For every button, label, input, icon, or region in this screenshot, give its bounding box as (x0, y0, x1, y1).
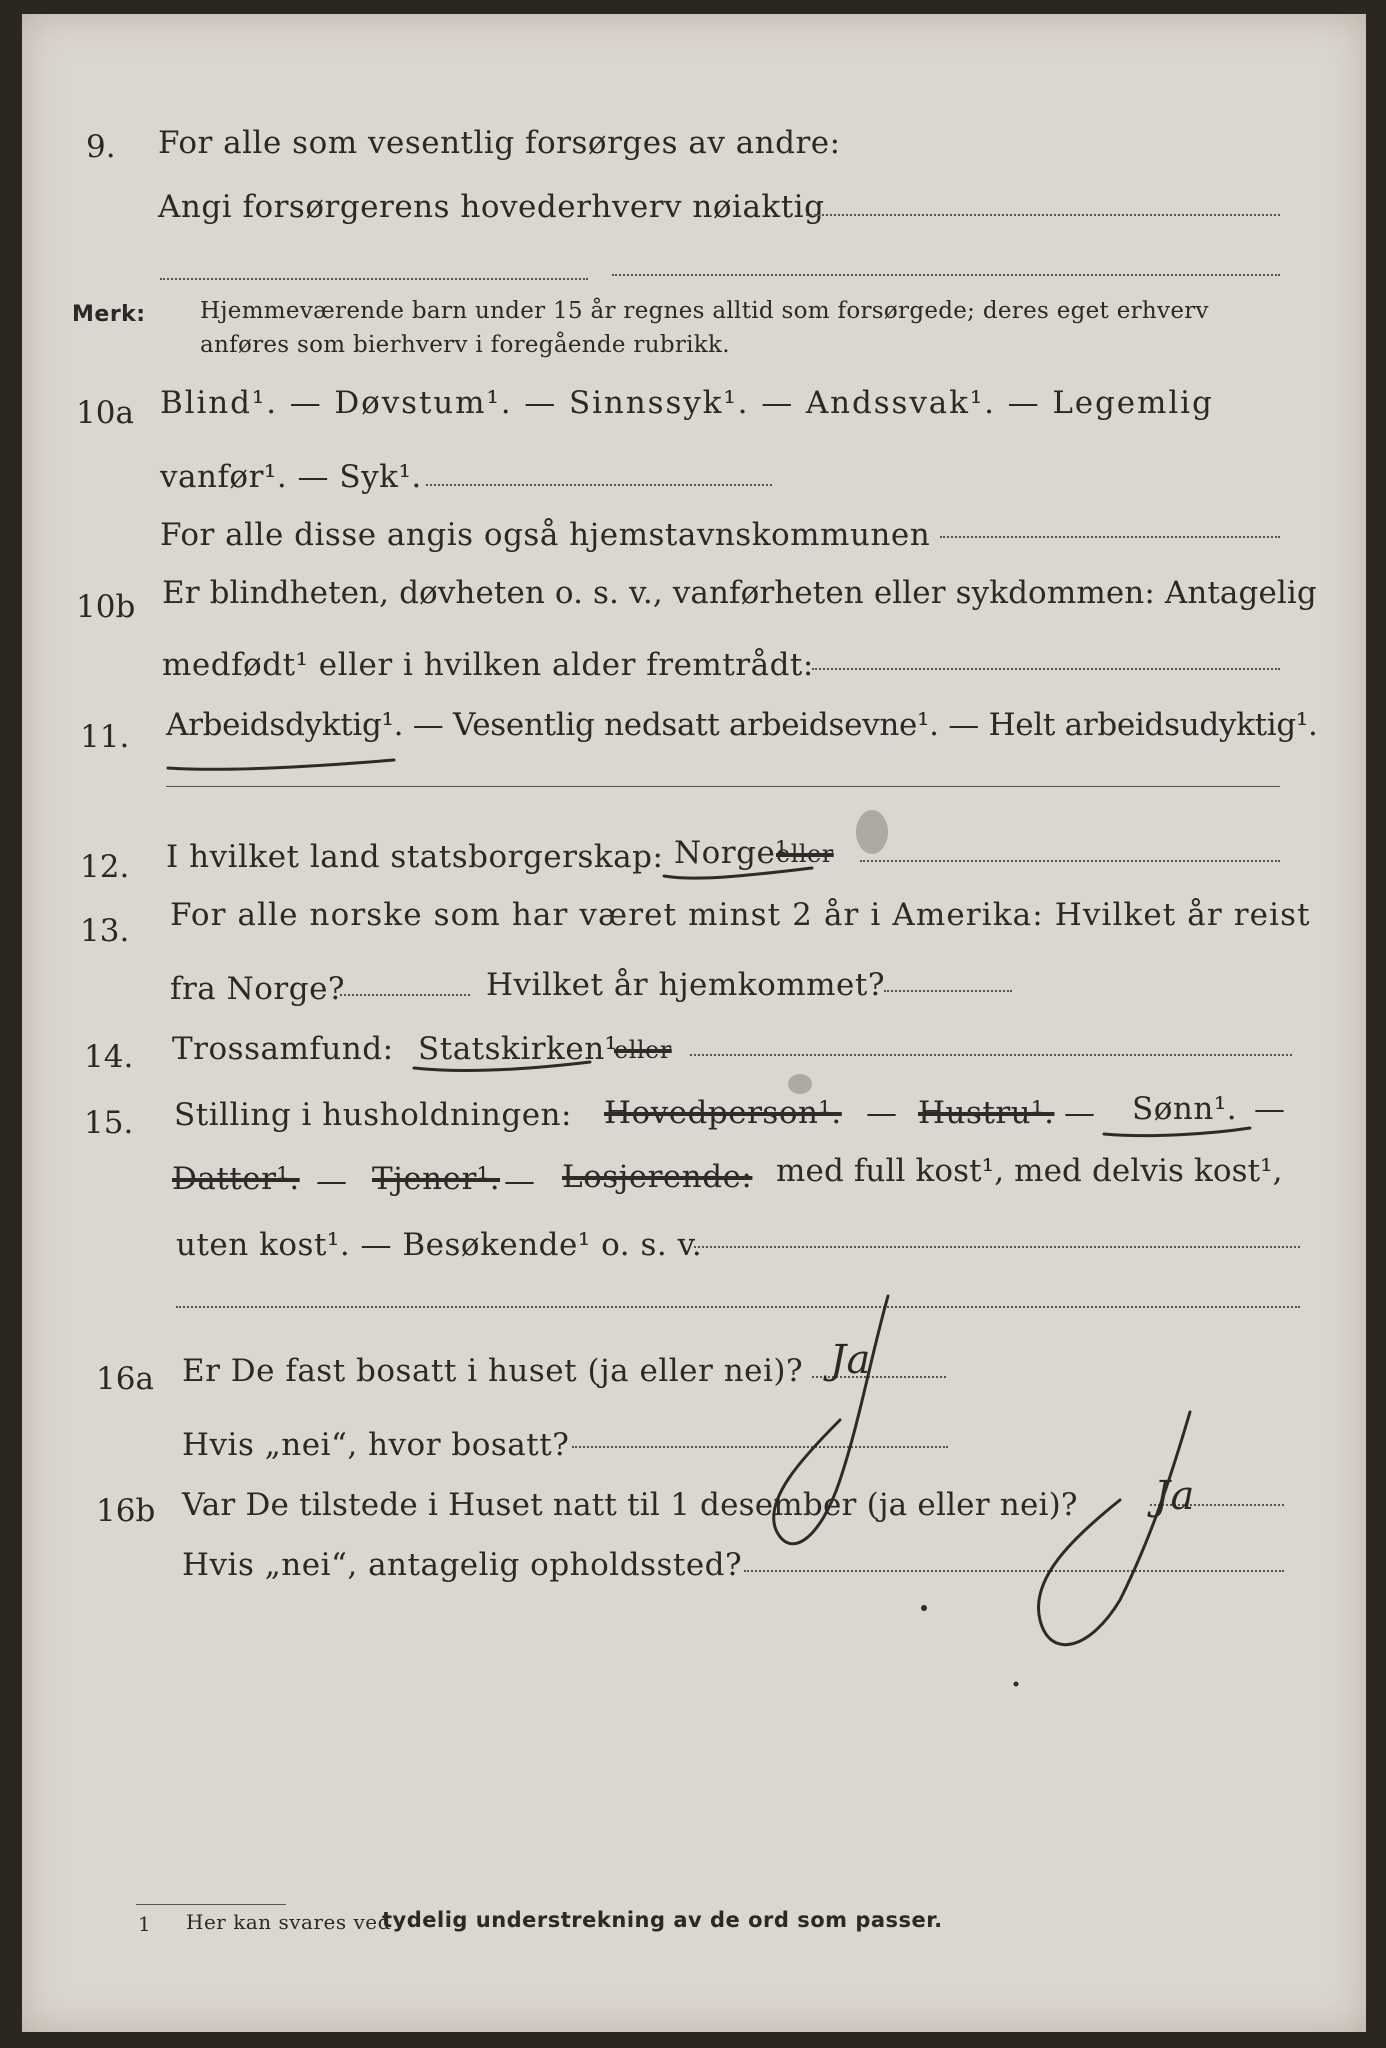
q10b-line2: medfødt¹ eller i hvilken alder fremtrådt: (162, 647, 814, 683)
q9-line2: Angi forsørgerens hovederhverv nøiaktig (158, 189, 825, 225)
q10a-answer-line (426, 484, 772, 486)
q16b-number: 16b (96, 1493, 156, 1529)
q11-answer-line (166, 786, 1280, 787)
q15-dash-2: — (1064, 1095, 1096, 1131)
merk-line2: anføres som bierhverv i foregående rubrikk. (200, 332, 730, 358)
q15-dash-3: — (1254, 1091, 1286, 1127)
footnote-text-a: Her kan svares ved (186, 1910, 391, 1934)
q12-struck-eller: eller (776, 840, 834, 868)
q13-hjemkommet-line (884, 990, 1012, 992)
q14-number: 14. (84, 1039, 134, 1075)
q15-opt-tjener: Tjener¹. (372, 1161, 501, 1197)
q15-opt-hustru: Hustru¹. (918, 1095, 1055, 1131)
q13-line2a: fra Norge? (170, 971, 346, 1007)
q15-dash-1: — (866, 1095, 898, 1131)
q15-answer-line (694, 1246, 1300, 1248)
q13-number: 13. (80, 913, 130, 949)
q12-answer: Norge¹ (674, 835, 789, 871)
q10a-line1: Blind¹. — Døvstum¹. — Sinnssyk¹. — Andssvak¹. — Legemlig (160, 385, 1214, 421)
q12-number: 12. (80, 849, 130, 885)
q10a-hjemstavn-line (940, 536, 1280, 538)
q14-struck-eller: eller (614, 1036, 672, 1064)
q10a-line3: For alle disse angis også hjemstavnskommunen (160, 517, 931, 553)
footnote-rule (136, 1904, 286, 1905)
q9-answer-line-2b (612, 274, 1280, 276)
q10a-line2: vanfør¹. — Syk¹. (160, 459, 422, 495)
q16a-line2: Hvis „nei“, hvor bosatt? (182, 1427, 570, 1463)
q15-dash-4: — (316, 1163, 348, 1199)
q16a-number: 16a (96, 1361, 154, 1397)
q15-opt-sonn: Sønn¹. (1132, 1091, 1238, 1127)
q16b-opholdssted-line (744, 1570, 1284, 1572)
q16a-handwritten-answer: Ja (830, 1337, 871, 1383)
q15-number: 15. (84, 1105, 134, 1141)
q15-dash-5: — (504, 1163, 536, 1199)
q13-line2b: Hvilket år hjemkommet? (486, 967, 885, 1003)
q10b-number: 10b (76, 589, 136, 625)
q13-line1: For alle norske som har været minst 2 år i Amerika: Hvilket år reist (170, 897, 1311, 933)
q14-text: Trossamfund: (172, 1031, 394, 1067)
q15-text: Stilling i husholdningen: (174, 1097, 572, 1133)
q10b-answer-line (812, 668, 1280, 670)
q16a-line1: Er De fast bosatt i huset (ja eller nei)? (182, 1353, 804, 1389)
q12-answer-line (860, 860, 1280, 862)
q10a-number: 10a (76, 395, 134, 431)
q16b-handwritten-answer: Ja (1154, 1473, 1195, 1519)
q11-line1: Arbeidsdyktig¹. — Vesentlig nedsatt arbeidsevne¹. — Helt arbeidsudyktig¹. (166, 707, 1318, 743)
q15-opt-hovedperson: Hovedperson¹. (604, 1095, 842, 1131)
q14-answer-line (690, 1054, 1292, 1056)
q10b-line1: Er blindheten, døvheten o. s. v., vanførheten eller sykdommen: Antagelig (162, 575, 1317, 611)
q9-line1: For alle som vesentlig forsørges av andre: (158, 125, 841, 161)
q11-number: 11. (80, 719, 130, 755)
q9-number: 9. (86, 129, 116, 165)
q14-answer: Statskirken¹ (418, 1031, 618, 1067)
q12-text: I hvilket land statsborgerskap: (166, 839, 664, 875)
merk-label: Merk: (72, 302, 146, 327)
footnote-mark: 1 (138, 1912, 151, 1936)
q15-opt-datter: Datter¹. (172, 1161, 300, 1197)
q9-answer-line (806, 214, 1280, 216)
merk-line1: Hjemmeværende barn under 15 år regnes alltid som forsørgede; deres eget erhverv (200, 298, 1209, 324)
q9-answer-line-2a (160, 278, 588, 280)
q13-reist-line (340, 994, 470, 996)
q15-kost: med full kost¹, med delvis kost¹, (776, 1153, 1283, 1189)
q15-line3: uten kost¹. — Besøkende¹ o. s. v. (176, 1227, 703, 1263)
q16b-line2: Hvis „nei“, antagelig opholdssted? (182, 1547, 743, 1583)
footnote-text-b: tydelig understrekning av de ord som passer. (382, 1908, 943, 1932)
q15-opt-losjerende: Losjerende: (562, 1159, 753, 1195)
q16a-bosatt-line (572, 1446, 948, 1448)
q16b-line1: Var De tilstede i Huset natt til 1 desember (ja eller nei)? (182, 1487, 1078, 1523)
q15-answer-line-2 (176, 1306, 1300, 1308)
